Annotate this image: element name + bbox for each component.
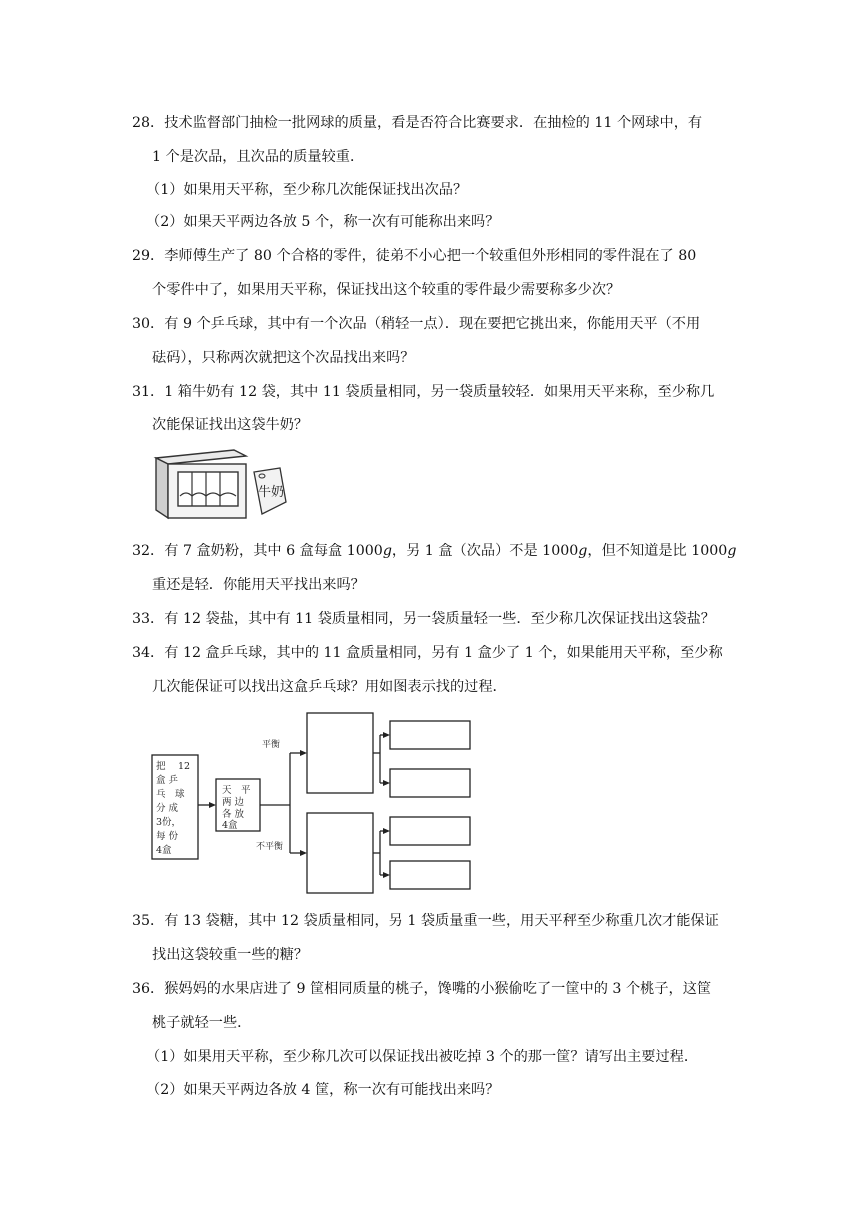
q31-line2: 次能保证找出这袋牛奶？ [152,417,309,433]
diagram-result-box-1 [390,721,470,749]
weighing-flow-diagram [140,705,480,895]
diagram-result-box-3 [390,817,470,845]
diagram-result-box-2 [390,769,470,797]
q32-text-a: 32．有 7 盒奶粉，其中 6 盒每盒 1000 [132,543,383,559]
box2-line-4: 4盒 [222,820,238,831]
q32-text-c: ，另 1 盒（次品）不是 1000 [391,543,579,559]
box1-line-5: 分 成 [156,803,179,814]
q28-line2: 1 个是次品，且次品的质量较重． [152,149,365,165]
q28-sub1: （1）如果用天平称，至少称几次能保证找出次品？ [146,182,468,198]
box1-line-3: 盒 乒 [156,775,179,786]
diagram-result-box-4 [390,861,470,889]
q33-line1: 33．有 12 袋盐，其中有 11 袋质量相同，另一袋质量轻一些．至少称几次保证找出这袋盐？ [132,611,715,627]
diagram-box-unbalanced [307,813,373,893]
q28-sub2: （2）如果天平两边各放 5 个，称一次有可能称出来吗？ [146,214,500,230]
q32-unit-1: g [382,543,392,559]
milk-box-illustration [150,444,290,526]
q36-line2: 桃子就轻一些． [152,1015,252,1031]
q32-unit-3: g [727,543,737,559]
milk-label: 牛奶 [258,485,285,500]
diagram-box-balanced [307,713,373,793]
box2-line-1: 天 平 [222,785,251,796]
q36-line1: 36．猴妈妈的水果店进了 9 筐相同质量的桃子，馋嘴的小猴偷吃了一筐中的 3 个桃子，这筐 [132,981,712,997]
q34-line2: 几次能保证可以找出这盒乒乓球？用如图表示找的过程． [152,679,507,695]
box2-line-2: 两 边 [222,797,245,808]
box1-line-1: 把 [156,761,166,772]
q32-line1 [132,541,736,561]
box1-line-2: 12 [178,761,191,772]
q29-line1: 29．李师傅生产了 80 个合格的零件，徒弟不小心把一个较重但外形相同的零件混在了 80 [132,248,697,264]
label-balanced: 平衡 [262,740,281,750]
box2-line-3: 各 放 [222,809,245,820]
q28-line1: 28．技术监督部门抽检一批网球的质量，看是否符合比赛要求．在抽检的 11 个网球中，有 [132,115,703,131]
q32-text-e: ，但不知道是比 1000 [587,543,728,559]
label-unbalanced: 不平衡 [256,842,284,852]
q35-line2: 找出这袋较重一些的糖？ [152,947,309,963]
q29-line2: 个零件中了，如果用天平称，保证找出这个较重的零件最少需要称多少次？ [152,282,621,298]
q30-line1: 30．有 9 个乒乓球，其中有一个次品（稍轻一点）．现在要把它挑出来，你能用天平（不用 [132,316,701,332]
q36-sub1: （1）如果用天平称，至少称几次可以保证找出被吃掉 3 个的那一筐？请写出主要过程． [146,1049,699,1065]
box1-line-6: 3份， [156,817,182,828]
box1-line-7: 每 份 [156,831,179,842]
q35-line1: 35．有 13 袋糖，其中 12 袋质量相同，另 1 袋质量重一些，用天平秤至少称重几次才能保证 [132,913,719,929]
q30-line2: 砝码），只称两次就把这个次品找出来吗？ [152,350,415,366]
q34-line1: 34．有 12 盒乒乓球，其中的 11 盒质量相同，另有 1 盒少了 1 个，如果能用天平称，至少称 [132,645,723,661]
box1-line-4: 乓 球 [156,789,185,800]
q32-unit-2: g [578,543,588,559]
box1-line-8: 4盒 [156,845,172,856]
q32-line2: 重还是轻．你能用天平找出来吗？ [152,577,365,593]
q36-sub2: （2）如果天平两边各放 4 筐，称一次有可能找出来吗？ [146,1082,500,1098]
q31-line1: 31．1 箱牛奶有 12 袋，其中 11 袋质量相同，另一袋质量较轻．如果用天平来称，至少称几 [132,384,715,400]
